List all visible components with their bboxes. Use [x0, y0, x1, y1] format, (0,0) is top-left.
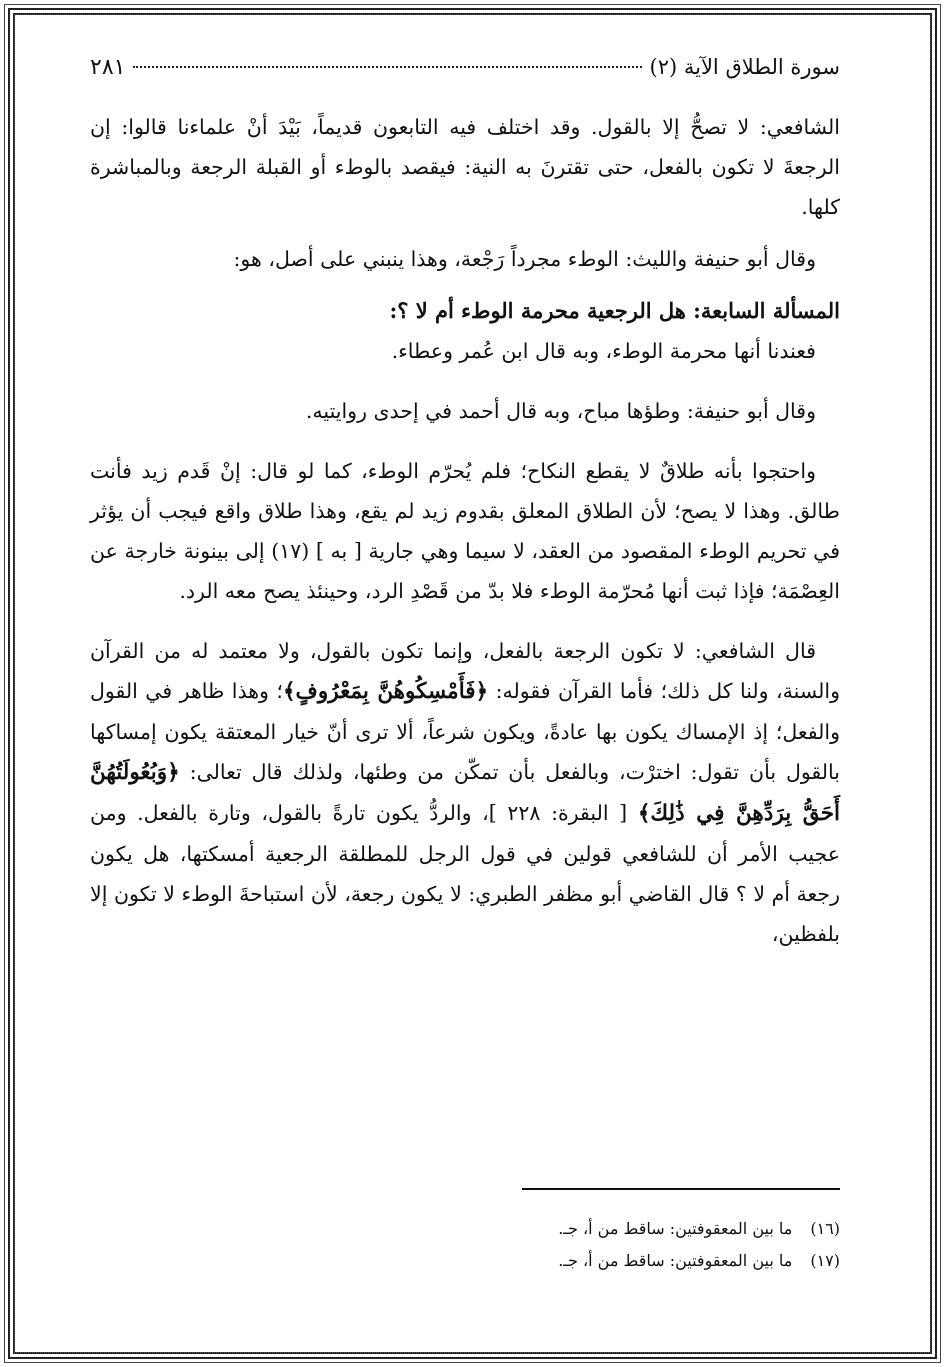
section-heading: المسألة السابعة: هل الرجعية محرمة الوطء أم لا ؟: [389, 298, 840, 323]
paragraph-3: فعندنا أنها محرمة الوطء، وبه قال ابن عُمر وعطاء. [391, 339, 816, 363]
quran-verse-1: ﴿فَأَمْسِكُوهُنَّ بِمَعْرُوفٍ﴾ [282, 679, 489, 704]
paragraph-6 [90, 631, 840, 954]
header-leader-dots [133, 66, 641, 68]
page-number: ٢٨١ [90, 55, 126, 80]
paragraph-1: الشافعي: لا تصحُّ إلا بالقول. وقد اختلف فيه التابعون قديماً، بَيْدَ أنْ علماءنا قالوا: إن الرجعةَ لا تكون بالفعل، حتى تقترنَ به النية: فيقصد بالوطء أو القبلة الرجعة وبالمباشرة كلها. [90, 115, 840, 219]
argument-text-3: [ البقرة: ٢٢٨ ]، والردُّ يكون تارةً بالقول، وتارة بالفعل. ومن عجيب الأمر أن للشافعي قولين في قول الرجل للمطلقة الرجعية أمسكتها، هل يكون رجعة أم لا ؟ قال القاضي أبو مظفر الطبري: لا يكون رجعة، لأن استباحةَ الوطء لا تكون إلا بلفظين، [90, 801, 840, 946]
footnote-number: (١٦) [810, 1219, 840, 1238]
footnote-separator [522, 1188, 840, 1190]
argument-text-2: ؛ وهذا ظاهر في القول والفعل؛ إذ الإمساك يكون بها عادةً، ويكون شرعاً، ألا ترى أنّ خيار المعتقة يكون إمساكها بالقول بأن تقول: اخترْت، وبالفعل بأن تمكّن من وطئها، ولذلك قال تعالى: [90, 679, 840, 784]
footnote-number: (١٧) [810, 1251, 840, 1270]
argument-text-1: قال الشافعي: لا تكون الرجعة بالفعل، وإنما تكون بالقول، ولا معتمد له من القرآن والسنة، ولنا كل ذلك؛ فأما القرآن فقوله: [90, 639, 840, 703]
footnote-17 [90, 1245, 840, 1277]
quran-verse-2: ﴿وَبُعُولَتُهُنَّ أَحَقُّ بِرَدِّهِنَّ فِي ذَٰلِكَ﴾ [90, 760, 840, 826]
running-header [90, 55, 840, 95]
footnote-text: ما بين المعقوفتين: ساقط من أ، جـ. [558, 1219, 793, 1238]
paragraph-4: وقال أبو حنيفة: وطؤها مباح، وبه قال أحمد في إحدى روايتيه. [305, 399, 816, 423]
header-title: سورة الطلاق الآية (٢) [649, 55, 840, 79]
footnote-16 [90, 1213, 840, 1245]
paragraph-5: واحتجوا بأنه طلاقٌ لا يقطع النكاح؛ فلم يُحرّم الوطء، كما لو قال: إنْ قَدم زيد فأنت طالق. وهذا لا يصح؛ لأن الطلاق المعلق بقدوم زيد لم يقع، وهذا طلاق واقع فيجب أن يؤثر في تحريم الوطء المقصود من العقد، لا سيما وهي جارية [ به ] (١٧) إلى بينونة خارجة عن العِصْمَة؛ فإذا ثبت أنها مُحرّمة الوطء فلا بدّ من قَصْدِ الرد، وحينئذ يصح معه الرد. [90, 459, 840, 603]
paragraph-2: وقال أبو حنيفة والليث: الوطء مجرداً رَجْعة، وهذا ينبني على أصل، هو: [233, 247, 816, 271]
page-content [90, 55, 840, 1305]
footnote-text: ما بين المعقوفتين: ساقط من أ، جـ. [558, 1251, 793, 1270]
footnotes [90, 1213, 840, 1277]
